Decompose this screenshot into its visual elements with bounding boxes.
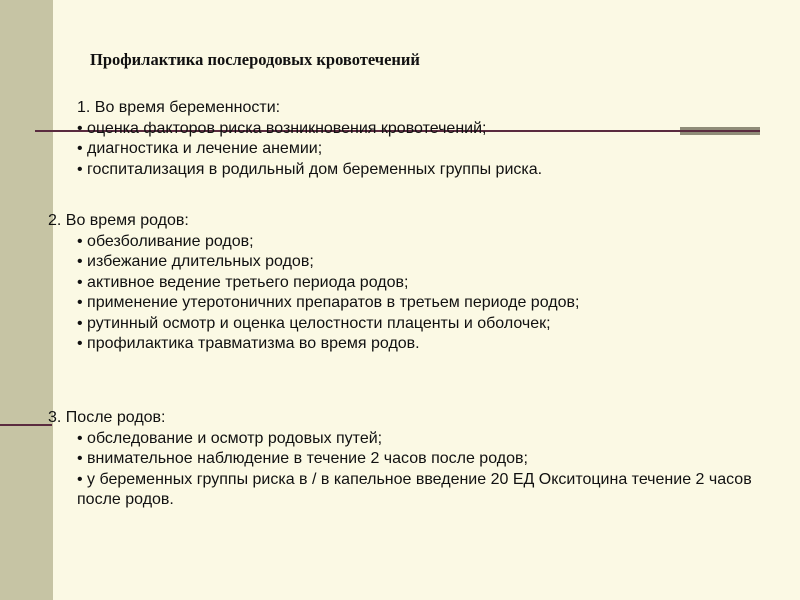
list-item: • обследование и осмотр родовых путей; bbox=[77, 429, 383, 447]
list-item: • диагностика и лечение анемии; bbox=[77, 140, 323, 157]
slide-title: Профилактика послеродовых кровотечений bbox=[90, 50, 420, 69]
decorative-line-bottom bbox=[0, 424, 52, 426]
list-item: • рутинный осмотр и оценка целостности плаценты и оболочек; bbox=[77, 314, 551, 332]
section-postpartum bbox=[48, 408, 757, 511]
list-item: • профилактика травматизма во время родов. bbox=[77, 335, 420, 352]
section-pregnancy bbox=[48, 98, 542, 180]
list-item: • применение утеротоничних препаратов в третьем периоде родов; bbox=[77, 294, 580, 311]
section-labor bbox=[48, 211, 757, 355]
list-item: • оценка факторов риска возникновения кровотечений; bbox=[77, 119, 487, 137]
section-heading: 2. Во время родов: bbox=[48, 212, 189, 229]
list-item: • внимательное наблюдение в течение 2 часов после родов; bbox=[77, 450, 528, 467]
list-item: • госпитализация в родильный дом беременных группы риска. bbox=[77, 160, 543, 178]
list-item: • обезболивание родов; bbox=[77, 232, 254, 250]
list-item: • избежание длительных родов; bbox=[77, 253, 314, 270]
section-heading: 1. Во время беременности: bbox=[77, 99, 281, 116]
list-item: • у беременных группы риска в / в капельное введение 20 ЕД Окситоцина течение 2 часов после родов. bbox=[77, 470, 752, 508]
section-heading: 3. После родов: bbox=[48, 409, 166, 426]
sidebar-accent-bar bbox=[0, 0, 53, 600]
list-item: • активное ведение третьего периода родов; bbox=[77, 273, 409, 291]
